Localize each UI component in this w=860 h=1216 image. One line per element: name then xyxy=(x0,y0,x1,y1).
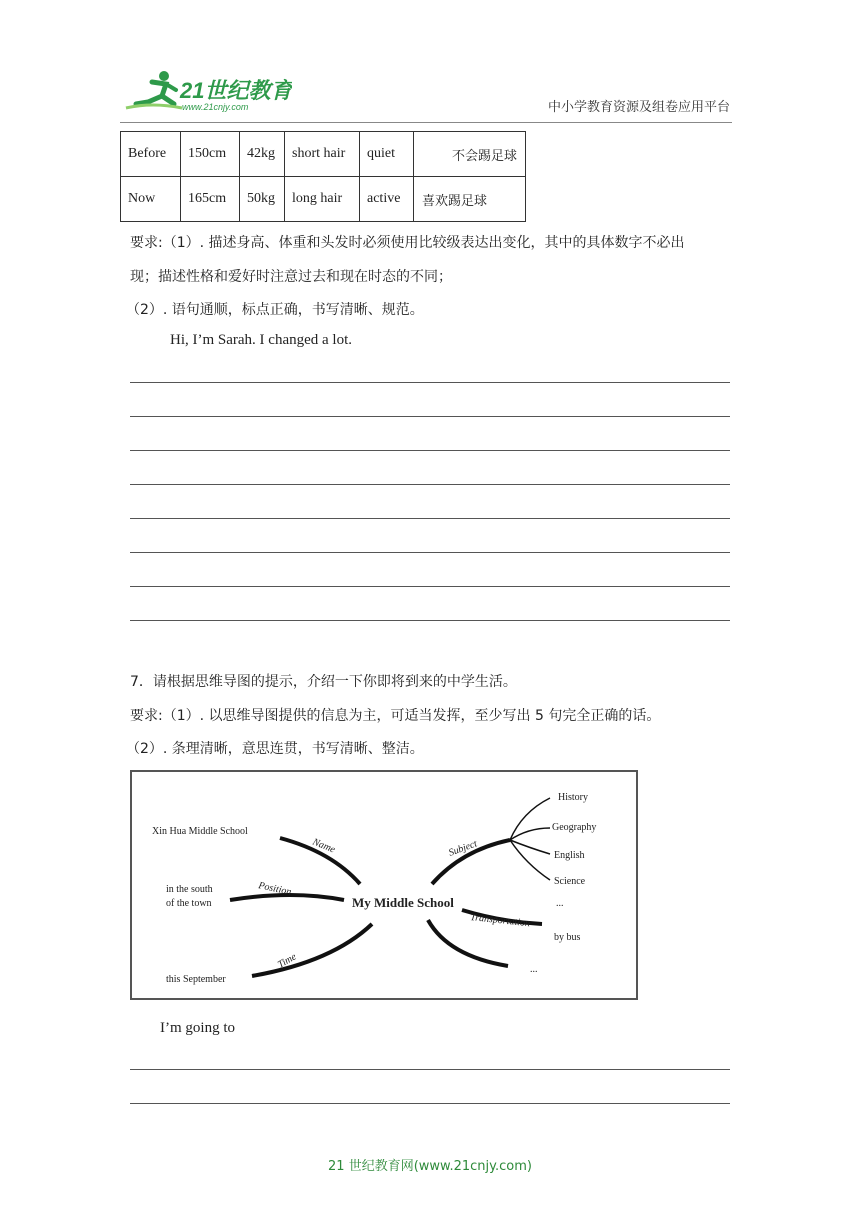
writing-line[interactable] xyxy=(130,382,730,383)
position-value-line-1: in the south xyxy=(166,884,213,895)
branch-label-name: Name xyxy=(310,836,337,856)
subject-line xyxy=(510,798,550,840)
mind-map xyxy=(130,770,638,1000)
subject-history: History xyxy=(558,792,588,803)
header-platform-text: 中小学教育资源及组卷应用平台 xyxy=(547,100,730,115)
table-cell: Before xyxy=(121,132,181,177)
logo-text: 21世纪教育 xyxy=(180,78,292,103)
q7-title: 7．请根据思维导图的提示，介绍一下你即将到来的中学生活。 xyxy=(130,674,517,690)
writing-line[interactable] xyxy=(130,586,730,587)
table-cell: 50kg xyxy=(240,177,285,222)
q6-requirement-1-line-2: 现；描述性格和爱好时注意过去和现在时态的不同； xyxy=(130,269,452,285)
q7-writing-starter: I’m going to xyxy=(160,1020,235,1036)
branch-label-transportation: Transportation xyxy=(469,912,531,930)
table-cell: quiet xyxy=(360,132,414,177)
table-row xyxy=(121,132,526,177)
table-row xyxy=(121,177,526,222)
table-cell: active xyxy=(360,177,414,222)
table-cell: short hair xyxy=(285,132,360,177)
writing-line[interactable] xyxy=(130,620,730,621)
writing-line[interactable] xyxy=(130,416,730,417)
footer-site-text: 21 世纪教育网(www.21cnjy.com) xyxy=(328,1159,532,1174)
q7-requirement-2: （2）. 条理清晰，意思连贯，书写清晰、整洁。 xyxy=(126,741,424,757)
table-cell: 不会踢足球 xyxy=(414,132,526,177)
position-value-line-2: of the town xyxy=(166,898,212,909)
branch-label-position: Position xyxy=(257,880,293,898)
mind-map-center: My Middle School xyxy=(352,895,454,910)
name-value: Xin Hua Middle School xyxy=(152,826,248,837)
writing-line[interactable] xyxy=(130,518,730,519)
site-logo xyxy=(122,68,292,114)
time-value: this September xyxy=(166,974,226,985)
table-cell: 喜欢踢足球 xyxy=(414,177,526,222)
runner-icon xyxy=(126,71,182,108)
subject-line xyxy=(510,840,550,854)
branch-label-time: Time xyxy=(276,951,299,971)
writing-line[interactable] xyxy=(130,450,730,451)
subject-line xyxy=(510,840,550,880)
branch-more-text: ... xyxy=(530,964,538,975)
q7-requirement-1: 要求:（1）. 以思维导图提供的信息为主，可适当发挥，至少写出 5 句完全正确的话。 xyxy=(130,708,661,724)
subject-geography: Geography xyxy=(552,822,597,833)
writing-line[interactable] xyxy=(130,1103,730,1104)
branch-more xyxy=(428,920,508,966)
branch-time xyxy=(252,924,372,976)
writing-line[interactable] xyxy=(130,552,730,553)
q6-requirement-1-line-1: 要求:（1）. 描述身高、体重和头发时必须使用比较级表达出变化，其中的具体数字不必出 xyxy=(130,235,685,251)
subject-english: English xyxy=(554,850,585,861)
table-cell: long hair xyxy=(285,177,360,222)
table-cell: 42kg xyxy=(240,132,285,177)
table-cell: Now xyxy=(121,177,181,222)
table-cell: 150cm xyxy=(181,132,240,177)
table-cell: 165cm xyxy=(181,177,240,222)
transport-value: by bus xyxy=(554,932,581,943)
subject-science: Science xyxy=(554,876,586,887)
header-divider xyxy=(120,122,732,123)
comparison-table xyxy=(120,131,526,222)
q6-requirement-2: （2）. 语句通顺，标点正确，书写清晰、规范。 xyxy=(126,302,424,318)
writing-line[interactable] xyxy=(130,1069,730,1070)
q6-writing-starter: Hi, I’m Sarah. I changed a lot. xyxy=(170,332,353,348)
branch-label-subject: Subject xyxy=(447,838,479,859)
subject-more: ... xyxy=(556,898,564,909)
logo-url: www.21cnjy.com xyxy=(182,102,249,112)
writing-line[interactable] xyxy=(130,484,730,485)
